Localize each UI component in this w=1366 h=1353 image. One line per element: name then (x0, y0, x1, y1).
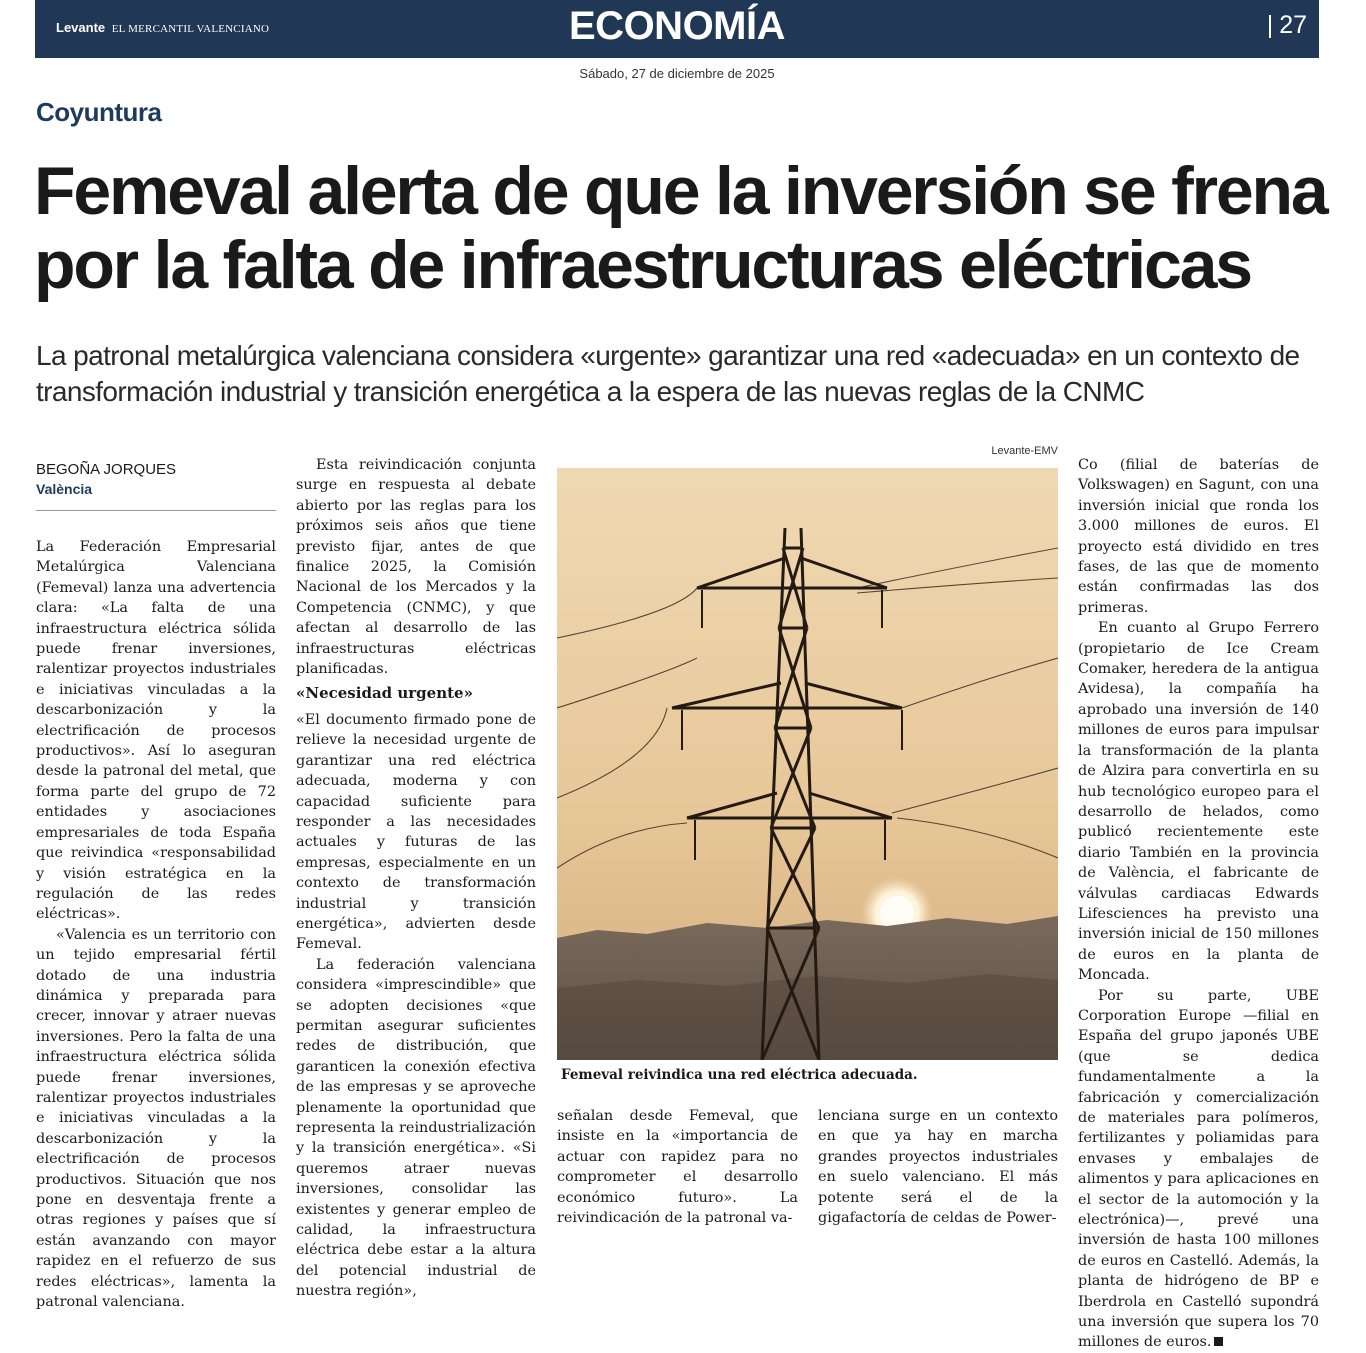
article-subhead: La patronal metalúrgica valenciana considera «urgente» garantizar una red «adecuada» en un contexto de transformación industrial y transición energética a la espera de las nuevas reglas de la CNMC (36, 340, 1300, 407)
paragraph: En cuanto al Grupo Ferrero (propietario de Ice Cream Comaker, heredera de la antigua Avidesa), la compañía ha aprobado una inversión de 140 millones de euros para impulsar la transformación de la planta de Alzira para convertirla en su hub tecnológico europeo para el desarrollo de helados, como publicó recientemente este diario También en la provincia de València, el fabricante de válvulas cardiacas Edwards Lifesciences ha previsto una inversión inicial de 150 millones de euros en la planta de Moncada. (1078, 620, 1319, 984)
page-divider: | (1266, 11, 1274, 39)
masthead (35, 0, 1319, 58)
brand-name: Levante (56, 20, 106, 35)
article-column-1 (36, 537, 276, 1312)
brand-subtitle: EL MERCANTIL VALENCIANO (111, 23, 270, 35)
photo-credit: Levante-EMV (991, 445, 1058, 457)
power-tower-photo (557, 468, 1058, 1060)
page-number (1267, 11, 1307, 40)
section-subheading: «Necesidad urgente» (296, 684, 473, 703)
paragraph: Co (filial de baterías de Volkswagen) en Sagunt, con una inversión inicial que ronda los 3.000 millones de euros. El proyecto está dividido en tres fases, de las que de momento están confirmadas las dos primeras. (1078, 457, 1319, 616)
paragraph: «Valencia es un territorio con un tejido empresarial fértil dotado de una industria dinámica y preparada para crecer, innovar y atraer nuevas inversiones. Pero la falta de una infraestructura eléctrica sólida puede frenar inversiones, ralentizar proyectos industriales e iniciativas vinculadas a la descarbonización y la electrificación de procesos productivos. Situación que nos pone en desventaja frente a otras regiones y países que sí están avanzando con mayor rapidez en el refuerzo de sus redes eléctricas», lamenta la patronal valenciana. (36, 926, 276, 1311)
byline-divider (36, 510, 276, 511)
paragraph: La Federación Empresarial Metalúrgica Valenciana (Femeval) lanza una advertencia clara: «La falta de una infraestructura eléctrica sólida puede frenar inversiones, ralentizar proyectos industriales e iniciativas vinculadas a la descarbonización y la electrificación de procesos productivos». Así lo aseguran desde la patronal del metal, que forma parte del grupo de 72 entidades y asociaciones empresariales de toda España que reivindica «responsabilidad y visión estratégica en la regulación de las redes eléctricas». (36, 539, 276, 923)
article-column-4 (818, 1106, 1058, 1228)
byline-location: València (36, 481, 93, 497)
article-headline: Femeval alerta de que la inversión se frena por la falta de infraestructuras eléctricas (34, 153, 1327, 303)
paragraph: lenciana surge en un contexto en que ya hay en marcha grandes proyectos industriales en suelo valenciano. El más potente será el de la gigafactoría de celdas de Power- (818, 1108, 1058, 1227)
article-column-3 (557, 1106, 798, 1228)
paragraph-final (1078, 986, 1319, 1353)
article-kicker: Coyuntura (36, 97, 162, 127)
paragraph: La federación valenciana considera «imprescindible» que se adopten decisiones «que permitan asegurar suficientes redes de distribución, que garanticen la conexión efectiva de las empresas y se aproveche plenamente la oportunidad que representa la reindustrialización y la transición energética». «Si queremos atraer nuevas inversiones, consolidar las existentes y generar empleo de calidad, la infraestructura eléctrica debe estar a la altura del potencial industrial de nuestra región», (296, 956, 536, 1300)
page-number-value: 27 (1279, 11, 1307, 39)
end-of-article-mark (1214, 1337, 1223, 1346)
byline-author: BEGOÑA JORQUES (36, 461, 177, 478)
photo-caption: Femeval reivindica una red eléctrica adecuada. (561, 1067, 918, 1083)
paragraph: Esta reivindicación conjunta surge en respuesta al debate abierto por las reglas para los próximos seis años que tiene previsto fijar, antes de que finalice 2025, la Comisión Nacional de los Mercados y la Competencia (CNMC), y que afectan al desarrollo de las infraestructuras eléctricas planificadas. (296, 457, 536, 678)
paragraph: señalan desde Femeval, que insiste en la «importancia de actuar con rapidez para no comprometer el desarrollo económico futuro». La reivindicación de la patronal va- (557, 1108, 798, 1227)
photo-illustration (557, 468, 1058, 1060)
section-title: ECONOMÍA (569, 4, 785, 48)
paragraph-text: Por su parte, UBE Corporation Europe —filial en España del grupo japonés UBE (que se dedica fundamentalmente a la fabricación y comercialización de materiales para polímeros, fertilizantes y poliamidas para envases y embalajes de alimentos y para aplicaciones en el sector de la automoción y la electrónica)—, prevé una inversión de hasta 100 millones de euros en Castelló. Además, la planta de hidrógeno de BP e Iberdrola en Castelló supondrá una inversión que supera los 70 millones de euros. (1078, 987, 1319, 1351)
article-column-2 (296, 455, 536, 1302)
issue-date: Sábado, 27 de diciembre de 2025 (579, 66, 775, 81)
article-column-5 (1078, 455, 1319, 1353)
paragraph: «El documento firmado pone de relieve la necesidad urgente de garantizar una red eléctrica adecuada, moderna y con capacidad suficiente para responder a las necesidades actuales y futuras de las empresas, especialmente en un contexto de transformación industrial y transición energética», advierten desde Femeval. (296, 711, 536, 953)
